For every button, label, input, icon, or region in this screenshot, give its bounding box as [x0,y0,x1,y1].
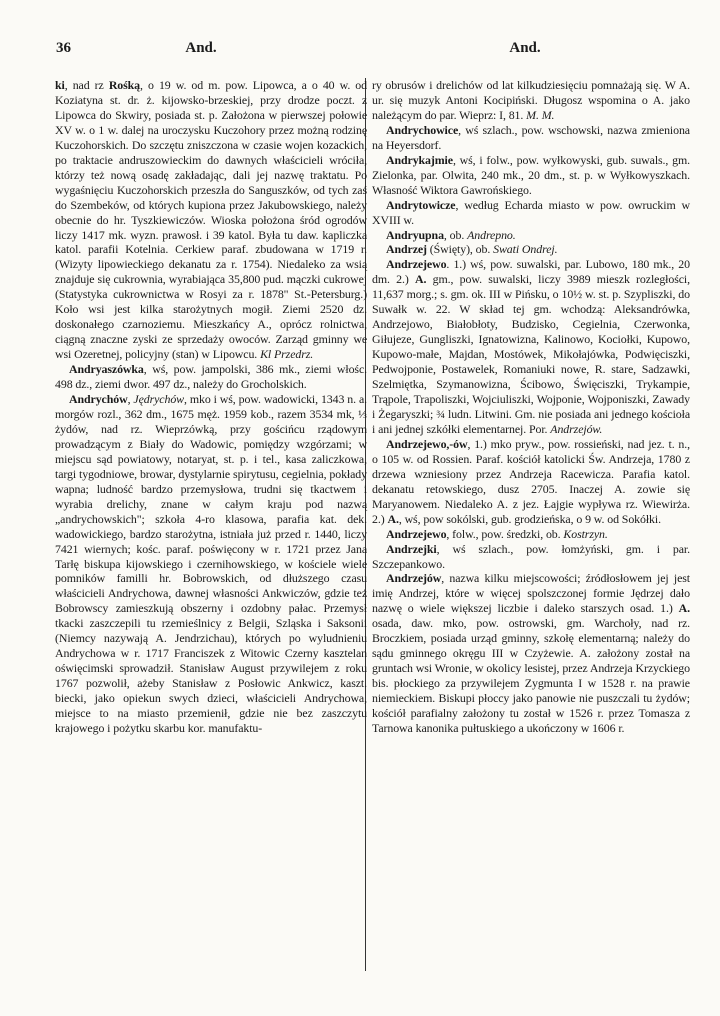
italic-text: M. M. [526,107,555,122]
italic-text: Andrepno. [467,227,516,242]
italic-text: Swati Ondrej. [493,242,558,257]
italic-text: Andrzejów. [550,421,603,436]
entry-headword: Andrychowice [386,122,459,137]
entry-paragraph [372,198,690,228]
page-number: 36 [56,40,71,56]
entry-headword: Rośką [108,78,141,92]
entry-text: , wś szlach., pow. łomżyński, gm. i par. Szczepankowo. [372,541,690,571]
entry-paragraph [372,123,690,153]
entry-paragraph [372,542,690,572]
entry-headword: A. [678,601,690,616]
entry-text: osada, daw. mko, pow. ostrowski, gm. Warchoły, nad rz. Broczkiem, posiada urząd gminny, szkołę elementarną; należy do sądu gminnego okręgu III w Czyżewie. A. założony został na gruntach wsi Wronie, w okolicy lesistej, przez Andrzeja Krzyckiego bis. płockiego za przywilejem Zygmunta I w 1528 r. na prawie niemieckiem. Biskupi płoccy jako panowie nie puszczali tu żydów; kościół parafialny założony tu został w 1526 r. przez Tomasza z Tarnowa kanonika pułtuskiego a ukończony w 1606 r. [372,616,690,735]
italic-text: Kostrzyn. [563,526,608,541]
entry-headword: ki [55,78,65,92]
page-header [0,40,720,60]
entry-headword: Andrzejewo [386,257,447,272]
entry-text: , nad rz [64,78,109,92]
entry-paragraph [55,78,367,362]
italic-text: Jędrychów [133,392,184,407]
entry-text: , wś, pow sokólski, gub. grodzieńska, o 9 w. od Sokółki. [398,511,661,526]
entry-paragraph [372,153,690,198]
entry-paragraph [372,242,690,257]
entry-paragraph [372,228,690,243]
entry-text: ry obrusów i drelichów od lat kilkudziesięciu pomnażają się. W A. ur. się muzyk Antoni Kocipiński. Długosz wspomina o A. jako należącym do par. Wieprz: I, 81. [372,78,690,122]
entry-paragraph [372,527,690,542]
right-column [372,78,690,736]
entry-headword: Andrytowicze [386,197,456,212]
entry-paragraph [372,257,690,436]
entry-headword: Andrzejewo,-ów [386,436,468,451]
entry-text: , mko i wś, pow. wadowicki, 1343 n. a. morgów rozl., 362 dm., 1675 męż. 1959 kob., razem 3534 mk, ⅓ żydów, nad rz. Wieprzówką, przy gościńcu rządowym prowadzącym z Biały do Wadowic, pomiędzy wzgórzami; w miejscu sąd powiatowy, notaryat, st. p. i tel., kasa zaliczkowa, targi tygodniowe, browar, dystylarnie spirytusu, cegielnia, pokłady wapna; ludność bardzo przemysłowa, trudni się tkactwem i wyrabia drelichy, znane w całym kraju pod nazwą „andrychowskich"; szkoła 4-ro klasowa, parafia kat. dek. wadowickiego, bardzo starożytna, istniała już przed r. 1440, liczy 7421 wiernych; kośc. paraf. poświęcony w r. 1721 przez Jana Tarłę biskupa kijowskiego i czernihowskiego, w kościele wiele pomników familli hr. Bobrowskich, od dłuższego czasu właścicieli Andrychowa, dawnej własności Ankwiczów, gdzie też Bobrowscy zamieszkują obszerny i ozdobny pałac. Przemysł tkacki zaszczepili tu rzemieślnicy z Belgii, Szląska i Saksonii (Niemcy nazywają A. Jendrzichau), których po wyludnieniu Andrychowa w r. 1717 Franciszek z Witowic Czerny kasztelan oświęcimski sprowadził. Stanisław August przywilejem z roku 1767 pozwolił, ażeby Stanisław z Posłowic Ankwicz, kaszt. biecki, jako opiekun swych dzieci, właścicieli Andrychowa, miejsce to na miasto przemienił, gdzie nie bez zaszczytu krajowego i pożytku skarbu kor. manufaktu- [55,392,367,735]
entry-text: , wś szlach., pow. wschowski, nazwa zmieniona na Heyersdorf. [372,122,690,152]
entry-text: . 1.) wś, pow. suwalski, par. Lubowo, 180 mk., 20 dm. 2.) [372,257,690,287]
entry-text: , wś, pow. jampolski, 386 mk., ziemi włośc. 498 dz., ziemi dwor. 497 dz., należy do Grocholskich. [55,362,367,392]
italic-text: Kl Przedrz. [260,347,314,362]
entry-text: , według Echarda miasto w pow. owruckim w XVIII w. [372,197,690,227]
entry-headword: Andrychów [69,392,128,407]
left-column [55,78,367,736]
entry-text: , folw., pow. średzki, ob. [446,526,564,541]
entry-paragraph [372,78,690,123]
entry-headword: Andrzejki [386,541,437,556]
entry-headword: Andrzejów [386,571,442,586]
entry-paragraph [55,392,367,736]
left-running-head: And. [185,40,217,56]
entry-text: , [127,392,134,407]
entry-paragraph [55,362,367,392]
entry-headword: A. [415,272,427,287]
right-running-head: And. [509,40,541,56]
entry-text: , 1.) mko pryw., pow. rossieński, nad jez. t. n., o 105 w. od Rossien. Paraf. kościół katolicki Św. Andrzeja, 1780 z drzewa wzniesiony przez Andrzeja Racewicza. Parafia katol. dekanatu retowskiego, dusz 2705. Inaczej A. zowie się Maryanowem. Niedaleko A. z jez. Łajgie wypływa rz. Wiewirża. 2.) [372,436,690,526]
entry-paragraph [372,437,690,527]
entry-paragraph [372,571,690,735]
entry-text: (Święty), ob. [426,242,494,257]
entry-text: , nazwa kilku miejscowości; źródłosłowem jej jest imię Andrzej, które w więcej spolszczonej formie Jędrzej dało nazwę o wiele większej liczbie i daleko starszych osad. 1.) [372,571,690,616]
entry-headword: Andrzejewo [386,526,447,541]
entry-text: , wś, i folw., pow. wyłkowyski, gub. suwals., gm. Zielonka, par. Olwita, 240 mk., 20 dm., st. p. w Wyłkowyszkach. Własność Wiktora Gawrońskiego. [372,152,690,197]
entry-headword: Andrykajmie [386,152,453,167]
entry-headword: Andryupna [386,227,444,242]
entry-text: , o 19 w. od m. pow. Lipowca, a o 40 w. od Koziatyna st. dr. ż. kijowsko-brzeskiej, przy drodze poczt. z Lipowca do Skwiry, posiada st. p. Założona w pierwszej połowie XV w. o 1 w. dalej na uroczysku Kuczohory przez możną rodzinę Kuczohorskich. Do szczętu zniszczona w czasie wojen kozackich, po traktacie andruszowieckim do dawnych właścicieli wróciła, którzy też nową osadę zakładając, dali jej nazwę traktatu. Po wygaśnięciu Kuczohorskich przeszła do Sanguszków, od tych zaś do Szembeków, od których kupiona przez Jakubowskiego, należy obecnie do hr. Tyszkiewiczów. Wioska położona śród ogrodów liczy 1417 mk. wyzn. prawosł. i 39 katol. Była tu daw. kapliczka katol. parafii Kotelnia. Cerkiew paraf. zbudowana w 1719 r. (Wizyty lipowieckiego dekanatu za r. 1754). Niedaleko za wsią znajduje się cukrownia, wyrabiająca 35,800 pud. mączki cukrowej (Statystyka cukrownictwa w Rosyi za r. 1878" St.-Petersburg.) Koło wsi jest kilka starożytnych mogił. Ziemi 2520 dz. doskonałego czarnoziemu. Mieszkańcy A., oprócz rolnictwa, ciągną znaczne zyski ze sprzedaży owoców. Zarząd gminny we wsi Ozeretnej, policyjny (stan) w Lipowcu. [55,78,367,362]
entry-text: gm., pow. suwalski, liczy 3989 mieszk rozległości, 11,637 morg.; s. gm. ok. III w Pińsku, o 10½ w. st. p. Szypliszki, do Suwałk w. 22. W skład tej gm. wchodzą: Aleksandrówka, Andrzejowo, Białobłoty, Budzisko, Cegielnia, Czerwonka, Giłujeze, Gungliszki, Ignatowizna, Kalinowo, Kociołki, Kupowo, Kupowo-małe, Majdan, Mostówek, Mikołajówka, Podwięciszki, Pedwojponie, Postawelek, Romaniuki nowe, R. stare, Sadzawki, Szelmiętka, Szymanowizna, Ścibowo, Święciszki, Trykampie, Trąpole, Trapoliszki, Wojciuliszki, Wojponie, Wojponiszki, Zawady i Żegaryszki; ¾ ludn. Litwini. Gm. nie posiada ani jednego kościoła i ani jednej szkółki elementarnej. Por. [372,272,690,436]
entry-text: , ob. [443,227,468,242]
entry-headword: Andrzej [386,242,427,257]
entry-headword: Andryaszówka [69,362,144,377]
entry-headword: A. [387,511,399,526]
